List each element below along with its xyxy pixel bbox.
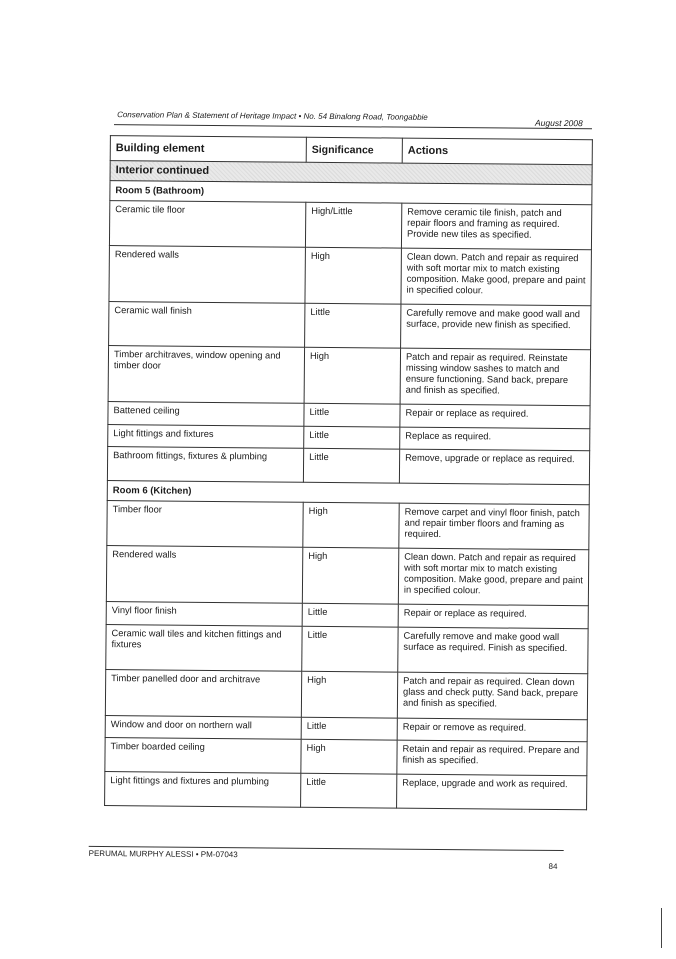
table-row <box>109 246 591 306</box>
actions-cell: Patch and repair as required. Clean down glass and check putty. Sand back, prepare and finish as specified. <box>397 672 587 720</box>
table-row <box>109 201 591 250</box>
room-heading: Room 6 (Kitchen) <box>107 481 589 505</box>
element-cell: Ceramic tile floor <box>109 201 305 248</box>
significance-cell: Little <box>304 426 400 449</box>
actions-cell: Repair or replace as required. <box>398 604 588 629</box>
significance-cell: High <box>305 247 401 304</box>
actions-cell: Repair or remove as required. <box>397 718 587 742</box>
significance-cell: High <box>301 739 397 774</box>
table-row <box>108 346 590 406</box>
table-row <box>105 670 587 720</box>
significance-cell: High <box>304 347 400 404</box>
significance-cell: High <box>301 671 397 718</box>
column-header-actions: Actions <box>402 138 592 165</box>
scan-edge-mark <box>661 908 662 948</box>
element-cell: Light fittings and fixtures and plumbing <box>105 772 301 808</box>
element-cell: Rendered walls <box>106 546 302 604</box>
actions-cell: Patch and repair as required. Reinstate missing window sashes to match and ensure functioning. Sand back, prepare and finish as specified. <box>400 348 590 406</box>
column-header-significance: Significance <box>306 137 402 163</box>
table-row <box>106 546 588 606</box>
actions-cell: Carefully remove and make good wall surface as required. Finish as specified. <box>398 627 588 674</box>
actions-cell: Retain and repair as required. Prepare and finish as specified. <box>397 740 587 776</box>
element-cell: Bathroom fittings, fixtures & plumbing <box>107 447 303 483</box>
running-header-date: August 2008 <box>534 117 583 129</box>
significance-cell: High <box>302 547 398 604</box>
significance-cell: High <box>303 502 399 548</box>
significance-cell: Little <box>305 303 401 348</box>
element-cell: Timber architraves, window opening and timber door <box>108 346 304 404</box>
element-cell: Timber boarded ceiling <box>105 738 301 774</box>
actions-cell: Remove, upgrade or replace as required. <box>399 449 589 485</box>
running-header-title: Conservation Plan & Statement of Heritage Impact • No. 54 Binalong Road, Toongabbie <box>117 110 428 122</box>
element-cell: Vinyl floor finish <box>106 602 302 627</box>
element-cell: Light fittings and fixtures <box>108 425 304 449</box>
actions-cell: Clean down. Patch and repair as required with soft mortar mix to match existing composition. Make good, prepare and paint in specified colour. <box>398 548 588 606</box>
room-heading: Room 5 (Bathroom) <box>110 181 592 205</box>
significance-cell: Little <box>301 717 397 740</box>
actions-cell: Remove carpet and vinyl floor finish, patch and repair timber floors and framing as required. <box>399 503 589 550</box>
actions-cell: Carefully remove and make good wall and surface, provide new finish as specified. <box>401 304 591 350</box>
column-header-element: Building element <box>110 136 306 163</box>
element-cell: Rendered walls <box>109 246 305 304</box>
significance-cell: Little <box>302 626 398 672</box>
table-row <box>107 447 589 485</box>
significance-cell: Little <box>301 773 397 808</box>
heritage-actions-table <box>104 135 593 810</box>
element-cell: Ceramic wall finish <box>109 302 305 348</box>
section-title: Interior continued <box>110 161 592 185</box>
significance-cell: High/Little <box>305 202 401 248</box>
element-cell: Ceramic wall tiles and kitchen fittings and fixtures <box>106 625 302 672</box>
table-row <box>105 772 587 810</box>
table-row <box>109 302 591 350</box>
footer-firm-reference: PERUMAL MURPHY ALESSI • PM-07043 <box>88 848 238 860</box>
element-cell: Battened ceiling <box>108 402 304 427</box>
table-row <box>107 501 589 550</box>
actions-cell: Repair or replace as required. <box>400 404 590 429</box>
actions-cell: Remove ceramic tile finish, patch and repair floors and framing as required. Provide new tiles as specified. <box>401 203 591 250</box>
page-number: 84 <box>548 861 558 871</box>
table-row <box>105 738 587 776</box>
element-cell: Timber floor <box>107 501 303 548</box>
significance-cell: Little <box>302 603 398 627</box>
actions-cell: Clean down. Patch and repair as required with soft mortar mix to match existing composition. Make good, prepare and paint in specified colour. <box>401 248 591 306</box>
actions-cell: Replace as required. <box>400 427 590 451</box>
actions-cell: Replace, upgrade and work as required. <box>397 774 587 810</box>
table-row <box>106 625 588 674</box>
significance-cell: Little <box>304 403 400 427</box>
element-cell: Timber panelled door and architrave <box>105 670 301 718</box>
significance-cell: Little <box>303 448 399 483</box>
element-cell: Window and door on northern wall <box>105 716 301 740</box>
header-rule <box>114 124 592 129</box>
